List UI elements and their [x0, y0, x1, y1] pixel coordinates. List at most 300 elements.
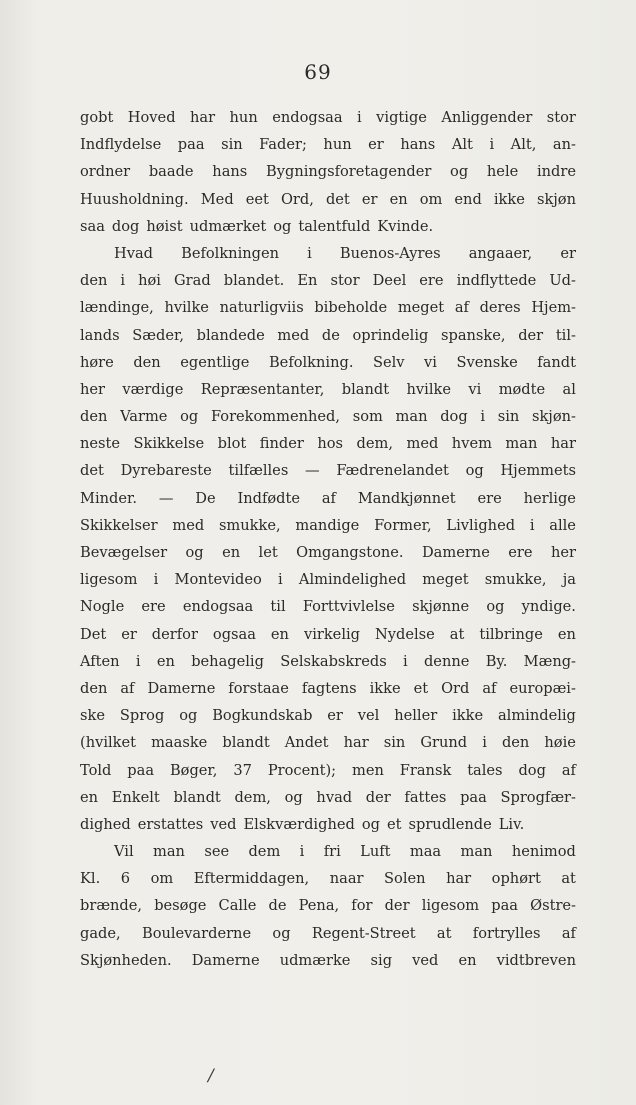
- word: almindelig: [497, 707, 576, 725]
- word: Procent);: [267, 761, 337, 779]
- word: Nydelse: [374, 625, 435, 643]
- text-line: [80, 621, 576, 648]
- word: her: [80, 380, 106, 398]
- word: af: [561, 924, 576, 942]
- word: Huusholdning.: [80, 190, 189, 208]
- word: med: [277, 326, 310, 344]
- word: Mæng-: [523, 652, 576, 670]
- word: fagtens: [301, 679, 357, 697]
- word: Fædrenelandet: [336, 462, 449, 480]
- word: er: [361, 190, 378, 208]
- word: og: [284, 788, 303, 806]
- text-line: [80, 186, 576, 213]
- word: med: [172, 516, 205, 534]
- text-line: [80, 838, 576, 865]
- word: ikke: [452, 707, 484, 725]
- word: Nogle: [80, 598, 125, 616]
- word: Bøger,: [169, 761, 218, 779]
- text-line: [80, 729, 576, 756]
- text-line: [80, 757, 576, 784]
- word: naar: [329, 870, 364, 888]
- word: den: [501, 734, 530, 752]
- text-line: [80, 512, 576, 539]
- text-line: [80, 920, 576, 947]
- word: Selv: [372, 353, 405, 371]
- word: blandt: [173, 788, 221, 806]
- text-line: [80, 675, 576, 702]
- word: Calle: [218, 897, 257, 915]
- word: sin: [497, 408, 520, 426]
- word: —: [305, 462, 320, 480]
- word: Enkelt: [111, 788, 160, 806]
- word: Former,: [374, 516, 432, 534]
- word: Indflydelse: [80, 136, 162, 154]
- word: yndige.: [521, 598, 576, 616]
- word: talentfuld: [298, 217, 371, 235]
- word: lændinge,: [80, 299, 154, 317]
- word: Sprogfær-: [500, 788, 576, 806]
- text-line: [80, 104, 576, 131]
- word: ligesom: [80, 571, 138, 589]
- word: en: [80, 788, 99, 806]
- word: Det: [80, 625, 107, 643]
- word: en: [156, 652, 175, 670]
- word: Forttvivlelse: [302, 598, 395, 616]
- word: (hvilket: [80, 734, 137, 752]
- word: fattes: [404, 788, 447, 806]
- text-line: [80, 240, 576, 267]
- word: om: [419, 190, 443, 208]
- word: Damerne: [191, 951, 260, 969]
- word: Luft: [360, 843, 391, 861]
- text-line: [80, 593, 576, 620]
- word: skjøn: [536, 190, 576, 208]
- word: paa: [127, 761, 155, 779]
- word: hvad: [316, 788, 353, 806]
- word: man: [505, 435, 538, 453]
- word: der: [518, 326, 544, 344]
- word: og: [185, 544, 204, 561]
- word: Damerne: [421, 544, 490, 561]
- word: Kvinde.: [377, 217, 434, 235]
- word: hans: [212, 163, 248, 181]
- word: i: [120, 272, 126, 290]
- word: Skikkelser: [80, 516, 158, 534]
- word: i: [135, 652, 141, 670]
- word: en: [557, 625, 576, 643]
- word: Bevægelser: [80, 544, 168, 561]
- word: Fransk: [399, 761, 452, 779]
- word: Alt,: [510, 136, 537, 154]
- text-line: [80, 539, 576, 566]
- word: endogsaa: [272, 109, 343, 126]
- word: Befolkning.: [268, 353, 354, 371]
- word: finder: [259, 435, 304, 453]
- text-line: [80, 648, 576, 675]
- word: Sæder,: [132, 326, 184, 344]
- word: i: [480, 408, 486, 426]
- word: Ud-: [549, 272, 576, 290]
- word: Regent-Street: [311, 924, 416, 942]
- word: indre: [536, 163, 576, 181]
- word: blot: [217, 435, 247, 453]
- word: hvilke: [164, 299, 209, 317]
- word: saa: [80, 217, 105, 235]
- page-number: 69: [304, 60, 332, 84]
- word: Repræsentanter,: [200, 380, 325, 398]
- text-line: [80, 947, 576, 974]
- text-line: [80, 892, 576, 919]
- word: for: [351, 897, 373, 915]
- word: dem,: [356, 435, 393, 453]
- word: Bogkundskab: [212, 707, 313, 725]
- word: ere: [141, 598, 166, 616]
- word: en: [389, 190, 408, 208]
- word: dighed: [80, 815, 131, 833]
- word: paa: [460, 788, 487, 806]
- word: vigtige: [376, 109, 427, 126]
- word: Skjønheden.: [80, 951, 172, 969]
- word: ophørt: [491, 870, 541, 888]
- word: see: [204, 843, 230, 861]
- text-line: [80, 213, 576, 240]
- word: den: [133, 353, 161, 371]
- word: Aften: [80, 652, 120, 670]
- word: der: [384, 897, 410, 915]
- word: derfor: [151, 625, 198, 643]
- word: høi: [138, 272, 161, 290]
- word: vel: [357, 707, 380, 725]
- word: og: [179, 707, 198, 725]
- word: dem: [248, 843, 281, 861]
- word: er: [121, 625, 137, 643]
- word: sin: [383, 734, 406, 752]
- word: Anliggender: [441, 109, 533, 126]
- word: alle: [549, 516, 576, 534]
- word: har: [190, 109, 216, 126]
- word: ved: [210, 815, 237, 833]
- word: vidtbreven: [496, 951, 576, 969]
- word: har: [446, 870, 472, 888]
- word: hvem: [451, 435, 492, 453]
- word: er: [368, 136, 384, 154]
- word: der: [365, 788, 391, 806]
- word: stor: [330, 272, 360, 290]
- word: Elskværdighed: [243, 815, 355, 833]
- word: hans: [400, 136, 436, 154]
- word: Buenos-Ayres: [339, 244, 441, 262]
- word: ved: [412, 951, 439, 969]
- word: og: [273, 217, 292, 235]
- word: udmærke: [279, 951, 351, 969]
- word: den: [80, 272, 108, 290]
- word: Grund: [420, 734, 468, 752]
- word: udmærket: [189, 217, 267, 235]
- word: at: [561, 870, 576, 888]
- word: og: [465, 462, 484, 480]
- text-line: [80, 158, 576, 185]
- word: bibeholde: [314, 299, 388, 317]
- word: Liv.: [498, 815, 525, 833]
- word: Grad: [174, 272, 211, 290]
- word: Ord: [441, 679, 470, 697]
- word: og: [180, 408, 199, 426]
- word: tilfælles: [228, 462, 289, 480]
- word: Fader;: [259, 136, 307, 154]
- word: blandede: [196, 326, 265, 344]
- word: blandt: [341, 380, 390, 398]
- word: en: [222, 544, 241, 561]
- word: lands: [80, 326, 120, 344]
- word: paa: [177, 136, 205, 154]
- word: spanske,: [440, 326, 506, 344]
- text-line: [80, 702, 576, 729]
- word: stor: [546, 109, 576, 126]
- word: at: [449, 625, 465, 643]
- word: meget: [422, 571, 469, 589]
- word: den: [80, 679, 108, 697]
- word: sprudlende: [408, 815, 492, 833]
- word: virkelig: [303, 625, 360, 643]
- word: Østre-: [530, 897, 576, 915]
- word: end: [454, 190, 482, 208]
- word: let: [258, 544, 278, 561]
- text-line: [80, 865, 576, 892]
- text-line: [80, 485, 576, 512]
- word: i: [357, 109, 362, 126]
- word: Befolkningen: [181, 244, 280, 262]
- word: smukke,: [218, 516, 281, 534]
- word: Vil: [114, 843, 134, 861]
- word: hun: [323, 136, 352, 154]
- word: de: [321, 326, 340, 344]
- word: og: [272, 924, 291, 942]
- text-line: [80, 430, 576, 457]
- word: Told: [80, 761, 112, 779]
- word: et: [386, 815, 402, 833]
- word: i: [299, 843, 305, 861]
- word: det: [80, 462, 104, 480]
- word: de: [268, 897, 287, 915]
- word: den: [80, 408, 108, 426]
- word: ikke: [493, 190, 525, 208]
- word: neste: [80, 435, 121, 453]
- word: naturligviis: [219, 299, 304, 317]
- word: Hvad: [114, 244, 154, 262]
- word: henimod: [511, 843, 576, 861]
- word: gobt: [80, 109, 114, 126]
- word: er: [327, 707, 343, 725]
- word: ikke: [369, 679, 401, 697]
- word: Deel: [372, 272, 407, 290]
- word: og: [361, 815, 380, 833]
- word: egentlige: [180, 353, 250, 371]
- word: Ord,: [280, 190, 314, 208]
- word: vi: [424, 353, 437, 371]
- word: oprindelig: [352, 326, 429, 344]
- word: at: [436, 924, 452, 942]
- word: ligesom: [421, 897, 480, 915]
- word: høist: [146, 217, 183, 235]
- word: brænde,: [80, 897, 143, 915]
- word: til-: [555, 326, 576, 344]
- word: Alt: [451, 136, 473, 154]
- word: Minder.: [80, 489, 137, 507]
- word: hvilke: [406, 380, 451, 398]
- word: mødte: [498, 380, 546, 398]
- word: Hoved: [127, 109, 176, 126]
- word: man: [460, 843, 493, 861]
- word: hele: [486, 163, 519, 181]
- word: tales: [467, 761, 503, 779]
- word: Hjem-: [531, 299, 576, 317]
- word: i: [403, 652, 408, 670]
- word: men: [351, 761, 384, 779]
- word: Hjemmets: [500, 462, 576, 480]
- word: Dyrebareste: [120, 462, 212, 480]
- word: europæi-: [509, 679, 576, 697]
- word: smukke,: [484, 571, 547, 589]
- word: indflyttede: [456, 272, 537, 290]
- word: sin: [221, 136, 243, 154]
- word: maa: [409, 843, 442, 861]
- word: dog: [111, 217, 140, 235]
- word: Omgangstone.: [296, 544, 404, 561]
- text-line: [80, 131, 576, 158]
- word: af: [482, 679, 497, 697]
- word: Solen: [384, 870, 426, 888]
- word: angaaer,: [468, 244, 533, 262]
- word: besøge: [154, 897, 207, 915]
- word: med: [406, 435, 439, 453]
- footer-mark: /: [208, 1066, 214, 1086]
- word: i: [489, 136, 495, 154]
- word: af: [454, 299, 469, 317]
- word: en: [458, 951, 477, 969]
- word: denne: [423, 652, 470, 670]
- word: Forekommenhed,: [210, 408, 341, 426]
- word: ere: [477, 489, 502, 507]
- word: Boulevarderne: [141, 924, 252, 942]
- word: Livlighed: [446, 516, 516, 534]
- word: og: [486, 598, 505, 616]
- word: gade,: [80, 924, 121, 942]
- word: har: [343, 734, 369, 752]
- word: dog: [440, 408, 468, 426]
- word: ordner: [80, 163, 131, 181]
- word: ja: [562, 571, 576, 589]
- word: blandet.: [223, 272, 285, 290]
- word: en: [270, 625, 289, 643]
- word: —: [158, 489, 174, 507]
- word: paa: [491, 897, 518, 915]
- word: til: [270, 598, 286, 616]
- word: hun: [229, 109, 258, 126]
- word: det: [325, 190, 350, 208]
- word: Sprog: [119, 707, 165, 725]
- word: dem,: [234, 788, 271, 806]
- word: Varme: [120, 408, 168, 426]
- word: dog: [518, 761, 546, 779]
- word: hos: [317, 435, 344, 453]
- word: og: [450, 163, 469, 181]
- word: Skikkelse: [133, 435, 205, 453]
- word: fortrylles: [472, 924, 541, 942]
- text-line: [80, 784, 576, 811]
- text-line: [80, 322, 576, 349]
- word: an-: [552, 136, 576, 154]
- word: al: [562, 380, 576, 398]
- word: baade: [148, 163, 194, 181]
- word: har: [550, 435, 576, 453]
- word: værdige: [122, 380, 184, 398]
- word: skjønne: [412, 598, 470, 616]
- word: Bygningsforetagender: [266, 163, 432, 181]
- word: mandige: [295, 516, 360, 534]
- text-line: [80, 349, 576, 376]
- word: i: [529, 516, 535, 534]
- word: Indfødte: [237, 489, 301, 507]
- word: Selskabskreds: [280, 652, 387, 670]
- word: deres: [479, 299, 521, 317]
- word: Eftermiddagen,: [193, 870, 310, 888]
- word: vi: [468, 380, 482, 398]
- word: af: [321, 489, 336, 507]
- text-line: [80, 811, 576, 838]
- word: forstaae: [228, 679, 289, 697]
- word: Kl.: [80, 870, 101, 888]
- word: man: [395, 408, 428, 426]
- word: fandt: [537, 353, 576, 371]
- text-line: [80, 457, 576, 484]
- word: som: [352, 408, 383, 426]
- word: skjøn-: [531, 408, 576, 426]
- word: af: [120, 679, 135, 697]
- word: i: [482, 734, 487, 752]
- word: By.: [485, 652, 508, 670]
- text-line: [80, 267, 576, 294]
- word: eet: [245, 190, 269, 208]
- word: Svenske: [456, 353, 518, 371]
- word: man: [153, 843, 185, 861]
- word: høie: [544, 734, 576, 752]
- word: erstattes: [137, 815, 204, 833]
- word: Mandkjønnet: [357, 489, 456, 507]
- word: blandt: [222, 734, 270, 752]
- word: maaske: [151, 734, 208, 752]
- text-line: [80, 566, 576, 593]
- word: her: [550, 544, 576, 561]
- word: En: [297, 272, 318, 290]
- word: herlige: [523, 489, 576, 507]
- word: behagelig: [191, 652, 264, 670]
- word: et: [413, 679, 429, 697]
- word: i: [307, 244, 312, 262]
- text-line: [80, 294, 576, 321]
- word: Damerne: [147, 679, 216, 697]
- word: ere: [508, 544, 533, 561]
- word: 37: [233, 761, 252, 779]
- word: tilbringe: [479, 625, 543, 643]
- word: Pena,: [298, 897, 340, 915]
- word: Andet: [284, 734, 329, 752]
- word: af: [561, 761, 576, 779]
- word: endogsaa: [182, 598, 254, 616]
- word: fri: [323, 843, 341, 861]
- text-line: [80, 403, 576, 430]
- word: 6: [120, 870, 131, 888]
- word: heller: [394, 707, 438, 725]
